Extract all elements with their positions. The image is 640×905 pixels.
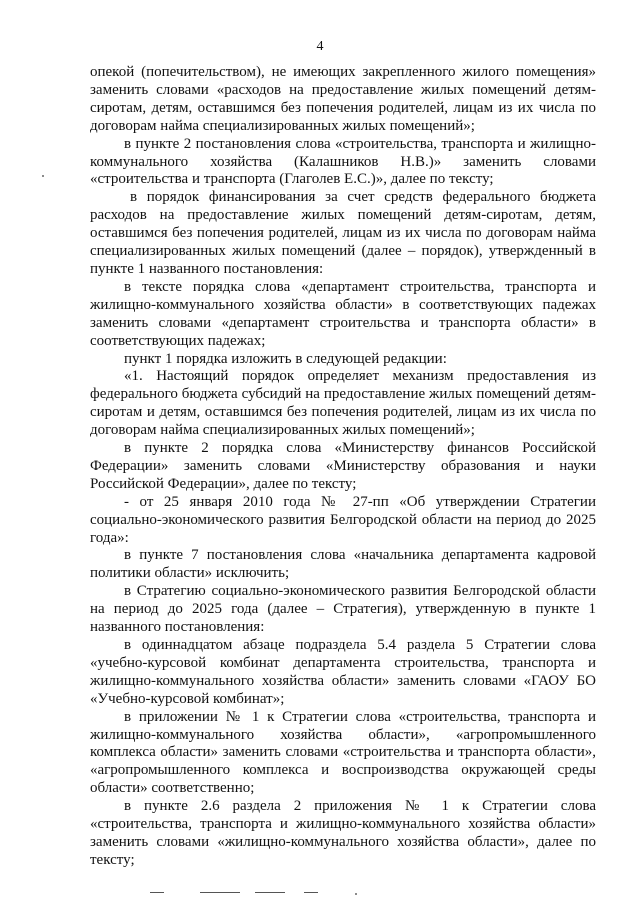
paragraph: в пункте 2 постановления слова «строительства, транспорта и жилищно-коммунального хозяйства (Калашников Н.В.)» заменить словами «строительства и транспорта (Глаголев Е.С.)», далее по тексту; [90, 135, 596, 188]
page-number: 4 [316, 39, 324, 54]
paragraph: в тексте порядка слова «департамент строительства, транспорта и жилищно-коммунального хозяйства области» в соответствующих падежах заменить словами «департамент строительства и транспорта области» в соответствующих падежах; [90, 278, 596, 349]
scan-artifact [150, 892, 164, 893]
paragraph: в приложении № 1 к Стратегии слова «строительства, транспорта и жилищно-коммунального хозяйства области», «агропромышленного комплекса области» заменить словами «строительства и транспорта области», «агропромышленного комплекса и воспроизводства окружающей среды области» соответственно; [90, 708, 596, 797]
paragraph: опекой (попечительством), не имеющих закрепленного жилого помещения» заменить словами «расходов на предоставление жилых помещений детям-сиротам, детям, оставшимся без попечения родителей, лицам из их числа по договорам найма специализированных жилых помещений»; [90, 64, 596, 134]
paragraph: в Стратегию социально-экономического развития Белгородской области на период до 2025 года (далее – Стратегия), утвержденную в пункте 1 названного постановления: [90, 583, 596, 636]
paragraph: в порядок финансирования за счет средств федерального бюджета расходов на предоставление жилых помещений детям-сиротам, детям, оставшимся без попечения родителей, лицам из их числа по договорам найма специализированных жилых помещений (далее – порядок), утвержденный в пункте 1 названного постановления: [90, 189, 596, 277]
scan-artifact [255, 892, 285, 893]
document-body [90, 64, 596, 870]
paragraph: в пункте 2 порядка слова «Министерству финансов Российской Федерации» заменить словами «Министерству образования и науки Российской Федерации», далее по тексту; [90, 440, 596, 492]
scan-dot [42, 175, 44, 177]
paragraph: - от 25 января 2010 года № 27-пп «Об утверждении Стратегии социально-экономического развития Белгородской области на период до 2025 года»: [90, 493, 596, 546]
paragraph: в пункте 2.6 раздела 2 приложения № 1 к Стратегии слова «строительства, транспорта и жилищно-коммунального хозяйства области» заменить словами «жилищно-коммунального хозяйства области», далее по тексту; [90, 798, 596, 868]
paragraph: «1. Настоящий порядок определяет механизм предоставления из федерального бюджета субсидий на предоставление жилых помещений детям-сиротам и детям, оставшимся без попечения родителей, лицам из их числа по договорам найма специализированных жилых помещений»; [90, 368, 596, 439]
scan-artifact [200, 892, 240, 893]
paragraph: в пункте 7 постановления слова «начальника департамента кадровой политики области» исключить; [90, 547, 596, 582]
scan-dot [355, 893, 357, 895]
paragraph: пункт 1 порядка изложить в следующей редакции: [124, 350, 447, 367]
paragraph: в одиннадцатом абзаце подраздела 5.4 раздела 5 Стратегии слова «учебно-курсовой комбинат департамента строительства, транспорта и жилищно-коммунального хозяйства области» заменить словами «ГАОУ БО «Учебно-курсовой комбинат»; [90, 637, 596, 707]
scan-artifact [304, 892, 318, 893]
